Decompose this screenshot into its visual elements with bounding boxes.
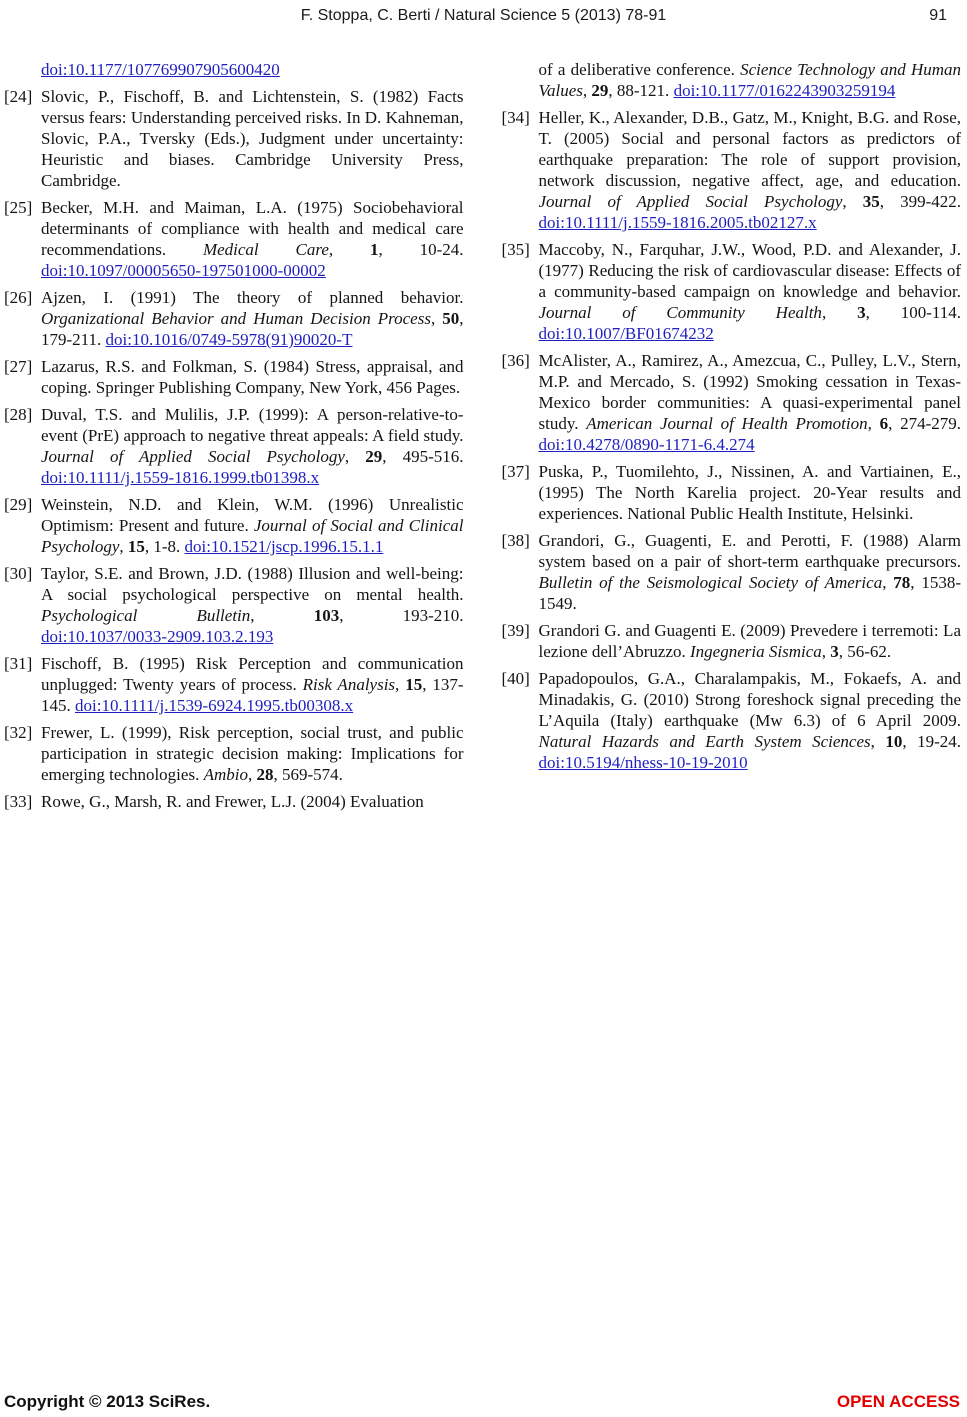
reference-24	[4, 86, 464, 191]
journal-title: Science Technology and Human Values	[538, 60, 961, 100]
reference-text: , 1538-1549.	[538, 573, 962, 613]
reference-number: [34]	[501, 108, 530, 127]
reference-text: ,	[882, 573, 894, 592]
reference-text: Maccoby, N., Farquhar, J.W., Wood, P.D. and Alexander, J. (1977) Reducing the risk of cardiovascular disease: Effects of a community-based campaign on knowledge and behavior.	[538, 240, 961, 301]
reference-text: , 495-516.	[382, 447, 464, 466]
doi-link[interactable]: doi:10.1097/00005650-197501000-00002	[41, 261, 326, 280]
volume-number: 3	[857, 303, 866, 322]
volume-number: 1	[369, 240, 379, 259]
reference-text: , 10-24.	[378, 240, 464, 259]
reference-text: ,	[870, 732, 886, 751]
reference-34	[502, 107, 962, 233]
reference-number: [31]	[4, 654, 33, 673]
doi-link[interactable]: doi:10.4278/0890-1171-6.4.274	[538, 435, 755, 454]
open-access-label[interactable]: OPEN ACCESS	[836, 1392, 960, 1411]
reference-text: ,	[250, 606, 314, 625]
journal-title: Ambio	[203, 765, 248, 784]
doi-link[interactable]: doi:10.1111/j.1559-1816.2005.tb02127.x	[538, 213, 817, 232]
reference-text: Frewer, L. (1999), Risk perception, social trust, and public participation in strategic decision making: Implications for emerging technologies.	[41, 723, 464, 784]
running-title: F. Stoppa, C. Berti / Natural Science 5 (2013) 78-91	[300, 7, 667, 24]
reference-26	[4, 287, 464, 350]
reference-text: , 179-211.	[41, 309, 464, 349]
journal-title: Bulletin of the Seismological Society of America	[538, 573, 883, 592]
reference-continuation	[502, 59, 962, 101]
references-left-column	[4, 59, 464, 818]
volume-number: 29	[591, 81, 609, 100]
reference-text: , 88-121.	[608, 81, 674, 100]
doi-link[interactable]: doi:10.1037/0033-2909.103.2.193	[41, 627, 274, 646]
reference-number: [32]	[4, 723, 33, 742]
reference-text: Papadopoulos, G.A., Charalampakis, M., Fokaefs, A. and Minadakis, G. (2010) Strong foreshock signal preceding the L’Aquila (Italy) earthquake (Mw 6.3) of 6 April 2009.	[538, 669, 961, 730]
doi-link[interactable]: doi:10.1521/jscp.1996.15.1.1	[184, 537, 384, 556]
journal-title: Natural Hazards and Earth System Sciences	[538, 732, 871, 751]
reference-text: ,	[344, 447, 366, 466]
reference-text: ,	[328, 240, 370, 259]
reference-text: ,	[119, 537, 128, 556]
volume-number: 28	[256, 765, 274, 784]
reference-31	[4, 653, 464, 716]
page-number: 91	[929, 7, 947, 24]
reference-text: McAlister, A., Ramirez, A., Amezcua, C., Pulley, L.V., Stern, M.P. and Mercado, S. (1992) Smoking cessation in Texas-Mexico border communities: A quasi-experimental panel study.	[538, 351, 961, 433]
reference-text: ,	[247, 765, 257, 784]
reference-text: ,	[867, 414, 880, 433]
reference-text: Puska, P., Tuomilehto, J., Nissinen, A. and Vartiainen, E., (1995) The North Karelia project. 20-Year results and experiences. National Public Health Institute, Helsinki.	[538, 462, 961, 523]
reference-text: Ajzen, I. (1991) The theory of planned behavior.	[41, 288, 464, 307]
reference-29	[4, 494, 464, 557]
volume-number: 15	[405, 675, 423, 694]
reference-text: Grandori, G., Guagenti, E. and Perotti, F. (1988) Alarm system based on a pair of short-term earthquake precursors.	[538, 531, 961, 571]
reference-33	[4, 791, 464, 812]
volume-number: 3	[830, 642, 839, 661]
reference-number: [35]	[501, 240, 530, 259]
page-header	[0, 0, 967, 28]
reference-text: , 399-422.	[879, 192, 962, 211]
reference-text: ,	[821, 303, 858, 322]
journal-title: Journal of Social and Clinical Psychology	[41, 516, 464, 556]
reference-text: Heller, K., Alexander, D.B., Gatz, M., Knight, B.G. and Rose, T. (2005) Social and personal factors as predictors of earthquake preparation: The role of support provision, network discussion, negative affect, age, and education.	[538, 108, 961, 190]
reference-continuation	[4, 59, 464, 80]
reference-text: Taylor, S.E. and Brown, J.D. (1988) Illusion and well-being: A social psychological perspective on mental health.	[41, 564, 464, 604]
reference-38	[502, 530, 962, 614]
volume-number: 29	[365, 447, 383, 466]
doi-link[interactable]: doi:10.1007/BF01674232	[538, 324, 714, 343]
doi-link[interactable]: doi:10.1177/0162243903259194	[673, 81, 896, 100]
reference-37	[502, 461, 962, 524]
reference-40	[502, 668, 962, 773]
reference-25	[4, 197, 464, 281]
volume-number: 35	[862, 192, 880, 211]
journal-title: Journal of Community Health	[538, 303, 822, 322]
journal-title: American Journal of Health Promotion	[586, 414, 868, 433]
reference-text: Grandori G. and Guagenti E. (2009) Prevedere i terremoti: La lezione dell’Abruzzo.	[538, 621, 961, 661]
doi-link[interactable]: doi:10.1016/0749-5978(91)90020-T	[105, 330, 353, 349]
reference-text: , 274-279.	[888, 414, 961, 433]
reference-text: ,	[582, 81, 592, 100]
reference-number: [30]	[4, 564, 33, 583]
doi-link[interactable]: doi:10.1111/j.1539-6924.1995.tb00308.x	[75, 696, 354, 715]
references-section	[0, 59, 967, 818]
reference-32	[4, 722, 464, 785]
doi-link[interactable]: doi:10.5194/nhess-10-19-2010	[538, 753, 748, 772]
reference-39	[502, 620, 962, 662]
reference-text: , 19-24.	[902, 732, 961, 751]
volume-number: 78	[893, 573, 911, 592]
reference-number: [37]	[501, 462, 530, 481]
reference-text: , 193-210.	[339, 606, 464, 625]
journal-title: Medical Care	[202, 240, 329, 259]
journal-title: Organizational Behavior and Human Decision Process	[41, 309, 431, 328]
references-right-column	[502, 59, 962, 818]
reference-text: of a deliberative conference.	[538, 60, 741, 79]
journal-title: Psychological Bulletin	[41, 606, 251, 625]
volume-number: 6	[879, 414, 889, 433]
reference-text: , 100-114.	[865, 303, 961, 322]
reference-text: Duval, T.S. and Mulilis, J.P. (1999): A person-relative-to-event (PrE) approach to negative threat appeals: A field study.	[41, 405, 464, 445]
page-footer	[4, 1391, 960, 1412]
reference-36	[502, 350, 962, 455]
reference-text: Fischoff, B. (1995) Risk Perception and communication unplugged: Twenty years of process.	[41, 654, 464, 694]
reference-text: Lazarus, R.S. and Folkman, S. (1984) Stress, appraisal, and coping. Springer Publishing Company, New York, 456 Pages.	[41, 357, 464, 397]
reference-number: [26]	[4, 288, 33, 307]
reference-number: [29]	[4, 495, 33, 514]
volume-number: 50	[442, 309, 460, 328]
doi-link[interactable]: doi:10.1177/107769907905600420	[41, 60, 280, 79]
journal-title: Journal of Applied Social Psychology	[41, 447, 345, 466]
reference-number: [39]	[501, 621, 530, 640]
journal-title: Journal of Applied Social Psychology	[538, 192, 843, 211]
reference-28	[4, 404, 464, 488]
copyright-notice: Copyright © 2013 SciRes.	[4, 1392, 211, 1411]
reference-number: [36]	[501, 351, 530, 370]
reference-text: Rowe, G., Marsh, R. and Frewer, L.J. (2004) Evaluation	[41, 792, 424, 811]
reference-text: ,	[821, 642, 831, 661]
reference-number: [38]	[501, 531, 530, 550]
reference-text: , 1-8.	[144, 537, 185, 556]
reference-27	[4, 356, 464, 398]
reference-number: [28]	[4, 405, 33, 424]
volume-number: 15	[127, 537, 145, 556]
reference-number: [40]	[501, 669, 530, 688]
doi-link[interactable]: doi:10.1111/j.1559-1816.1999.tb01398.x	[41, 468, 320, 487]
reference-text: ,	[842, 192, 863, 211]
reference-35	[502, 239, 962, 344]
reference-text: , 56-62.	[838, 642, 892, 661]
reference-number: [24]	[4, 87, 33, 106]
reference-text: ,	[395, 675, 406, 694]
volume-number: 10	[885, 732, 903, 751]
reference-text: Weinstein, N.D. and Klein, W.M. (1996) Unrealistic Optimism: Present and future.	[41, 495, 464, 535]
reference-number: [33]	[4, 792, 33, 811]
volume-number: 103	[313, 606, 340, 625]
reference-text: ,	[430, 309, 443, 328]
reference-30	[4, 563, 464, 647]
reference-text: , 137-145.	[41, 675, 464, 715]
reference-number: [25]	[4, 198, 33, 217]
reference-text: Slovic, P., Fischoff, B. and Lichtenstein, S. (1982) Facts versus fears: Understanding perceived risks. In D. Kahneman, Slovic, P.A., Tversky (Eds.), Judgment under uncertainty: Heuristic and biases. Cambridge University Press, Cambridge.	[41, 87, 464, 190]
journal-title: Ingegneria Sismica	[690, 642, 822, 661]
reference-text: Becker, M.H. and Maiman, L.A. (1975) Sociobehavioral determinants of compliance with health and medical care recommendations.	[41, 198, 464, 259]
reference-number: [27]	[4, 357, 33, 376]
journal-title: Risk Analysis	[302, 675, 396, 694]
reference-text: , 569-574.	[273, 765, 343, 784]
